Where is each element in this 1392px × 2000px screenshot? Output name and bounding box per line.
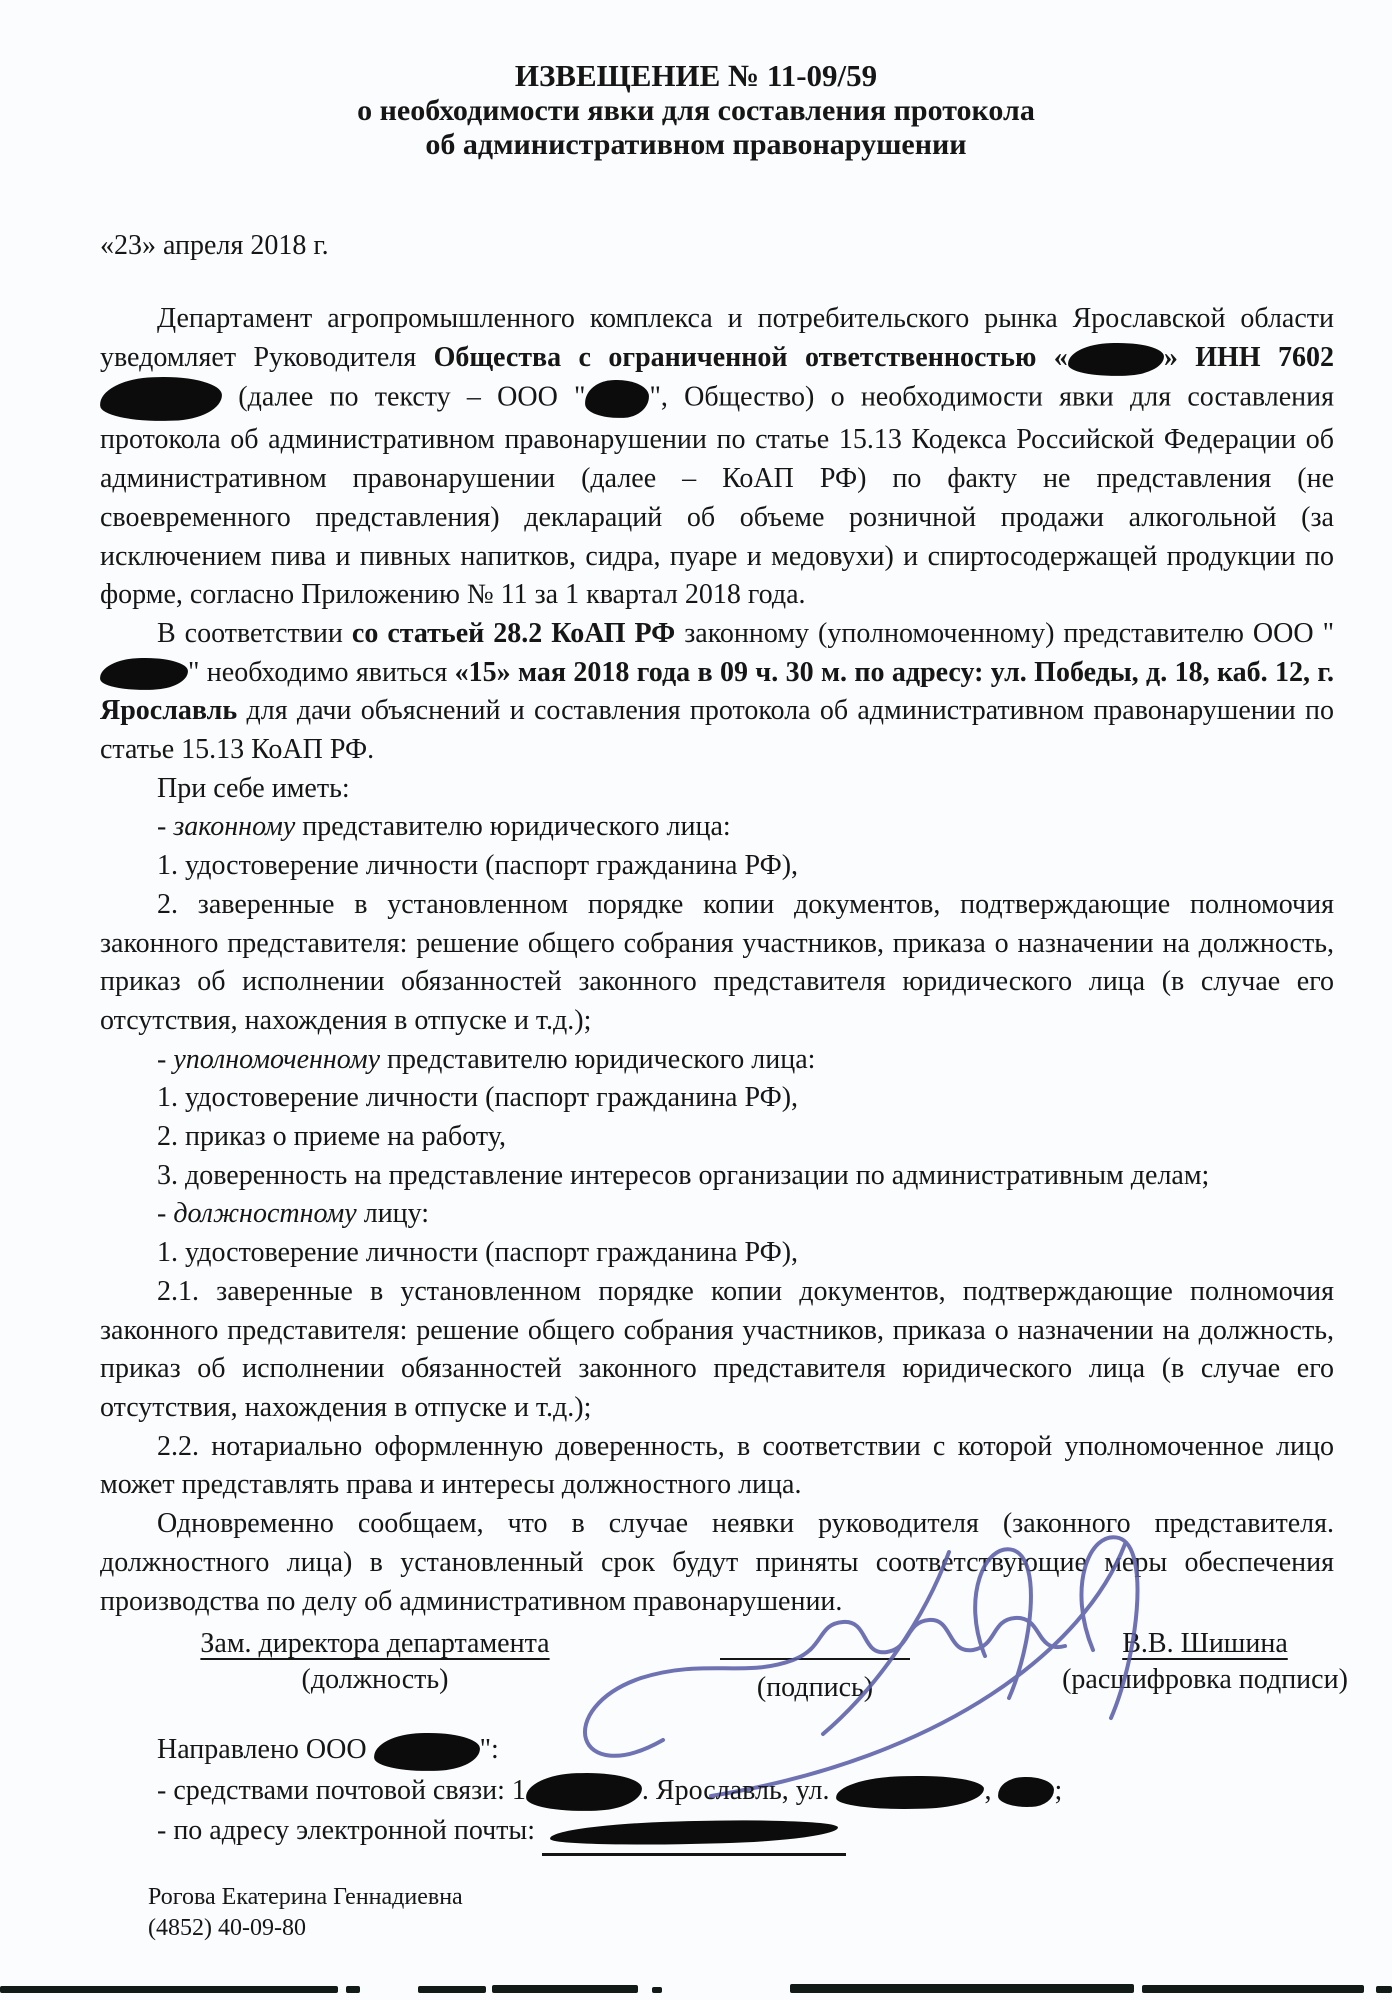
text-run: со статьей 28.2 КоАП РФ (351, 617, 676, 649)
text-run: - (157, 1198, 174, 1230)
text-run: Направлено ООО (157, 1734, 374, 1765)
text-run: 2. приказ о приеме на работу, (157, 1121, 506, 1153)
body-paragraph (100, 1157, 1334, 1196)
text-run: законному (173, 811, 296, 843)
text-run: - по адресу электронной почты: (157, 1815, 543, 1847)
text-run: ; (1054, 1774, 1063, 1806)
notice-subtitle-2: об административном правонарушении (425, 128, 967, 161)
scan-edge-artifact (0, 1984, 1392, 1996)
executor-phone: (4852) 40-09-80 (148, 1915, 306, 1941)
text-run: 1. удостоверение личности (паспорт гражданина РФ), (157, 1082, 799, 1114)
signer-name-column (1050, 1628, 1360, 1696)
signature-block (100, 1628, 1348, 1718)
body-paragraph (100, 1428, 1334, 1505)
redaction-mark (836, 1774, 985, 1811)
dispatch-section (157, 1730, 1337, 1856)
executor-name: Рогова Екатерина Геннадиевна (148, 1884, 463, 1910)
position-caption: (должность) (301, 1664, 449, 1695)
body-paragraph (100, 1273, 1334, 1428)
document-body (100, 300, 1334, 1621)
text-run: лицу: (356, 1198, 430, 1230)
text-run: представителю юридического лица: (295, 811, 731, 843)
body-paragraph (100, 847, 1334, 886)
text-run: - (157, 1043, 174, 1075)
signer-position: Зам. директора департамента (200, 1628, 550, 1659)
redaction-mark (373, 1731, 480, 1772)
text-run: В соответствии (157, 617, 352, 649)
text-run: законному (уполномоченному) представителю ООО " (675, 617, 1335, 649)
text-run: должностному (173, 1198, 357, 1230)
text-run: (далее по тексту – ООО " (222, 381, 586, 413)
body-paragraph (100, 1041, 1334, 1080)
signature-caption: (подпись) (756, 1672, 874, 1703)
signer-name: В.В. Шишина (1122, 1628, 1288, 1659)
document-date: «23» апреля 2018 г. (100, 230, 329, 261)
text-run: При себе иметь: (157, 772, 350, 804)
text-run: Одновременно сообщаем, что в случае неявки руководителя (законного представителя. должностного лица) в установленный срок будут приняты соответствующие меры обеспечения производства по делу об административном правонарушении. (100, 1508, 1334, 1617)
notice-title: ИЗВЕЩЕНИЕ № 11-09/59 (514, 58, 878, 93)
text-run: - средствами почтовой связи: 1 (157, 1774, 526, 1806)
signature-position-column (150, 1628, 600, 1696)
body-paragraph (157, 1730, 1337, 1771)
text-run: 1. удостоверение личности (паспорт гражданина РФ), (157, 1237, 799, 1269)
redacted-underlined-text (542, 1811, 846, 1856)
text-run: 2. заверенные в установленном порядке копии документов, подтверждающие полномочия законного представителя: решение общего собрания участников, приказа о назначении на должность, приказ об исполнении обязанностей законного представителя юридического лица (в случае его отсутствия, нахождения в отпуске и т.д.); (100, 888, 1334, 1036)
text-run: ", Общество) о необходимости явки для составления протокола об административном правонарушении по статье 15.13 Кодекса Российской Федерации об административном правонарушении (далее – КоАП РФ) по факту не представления (не своевременного представления) деклараций об объеме розничной продажи алкогольной (за исключением пива и пивных напитков, сидра, пуаре и медовухи) и спиртосодержащей продукции по форме, согласно Приложению № 11 за 1 квартал 2018 года. (100, 381, 1335, 611)
signer-name-caption: (расшифровка подписи) (1062, 1664, 1348, 1695)
text-run: 2.1. заверенные в установленном порядке копии документов, подтверждающие полномочия законного представителя: решение общего собрания участников, приказа о назначении на должность, приказ об исполнении обязанностей законного представителя юридического лица (в случае его отсутствия, нахождения в отпуске и т.д.); (100, 1275, 1334, 1423)
redaction-mark (998, 1776, 1055, 1807)
text-run: . Ярославль, ул. (641, 1774, 837, 1806)
text-run: - (157, 811, 174, 843)
text-run: 1. удостоверение личности (паспорт гражданина РФ), (157, 850, 799, 882)
signature-line-column (655, 1628, 975, 1704)
notice-subtitle-1: о необходимости явки для составления протокола (357, 94, 1035, 127)
text-run: уполномоченному (173, 1043, 381, 1075)
body-paragraph (157, 1771, 1337, 1812)
body-paragraph (100, 808, 1334, 847)
redaction-mark (100, 657, 189, 691)
text-run: 3. доверенность на представление интересов организации по административным делам; (157, 1159, 1210, 1191)
body-paragraph (100, 1195, 1334, 1234)
executor-contact (148, 1882, 463, 1944)
signature-line (720, 1628, 910, 1660)
redaction-mark (585, 380, 650, 420)
redaction-mark (99, 376, 222, 423)
text-run: , (984, 1774, 999, 1806)
text-run: Общества с ограниченной ответственностью « (433, 341, 1068, 373)
body-paragraph (157, 1811, 1337, 1856)
text-run: «15» мая 2018 года в 09 ч. 30 м. по адресу: ул. Победы, д. 18, каб. 12, г. Ярославль (100, 656, 1334, 727)
text-run: Департамент агропромышленного комплекса и потребительского рынка Ярославской области уведомляет Руководителя (100, 303, 1334, 373)
document-header (0, 58, 1392, 162)
body-paragraph (100, 1079, 1334, 1118)
text-run: представителю юридического лица: (380, 1043, 816, 1075)
body-paragraph (100, 1234, 1334, 1273)
text-run: 2.2. нотариально оформленную доверенность, в соответствии с которой уполномоченное лицо может представлять права и интересы должностного лица. (100, 1430, 1334, 1501)
body-paragraph (100, 615, 1334, 770)
redaction-mark (525, 1772, 642, 1813)
body-paragraph (100, 1118, 1334, 1157)
body-paragraph (100, 770, 1334, 809)
text-run: » ИНН 7602 (1163, 341, 1334, 373)
text-run: ": (479, 1734, 499, 1765)
body-paragraph (100, 1505, 1334, 1621)
redaction-mark (1067, 342, 1164, 378)
text-run: " необходимо явиться (188, 656, 455, 688)
text-run: для дачи объяснений и составления протокола об административном правонарушении по статье 15.13 КоАП РФ. (100, 695, 1334, 766)
body-paragraph (100, 300, 1334, 615)
redaction-mark (550, 1817, 839, 1848)
body-paragraph (100, 886, 1334, 1041)
